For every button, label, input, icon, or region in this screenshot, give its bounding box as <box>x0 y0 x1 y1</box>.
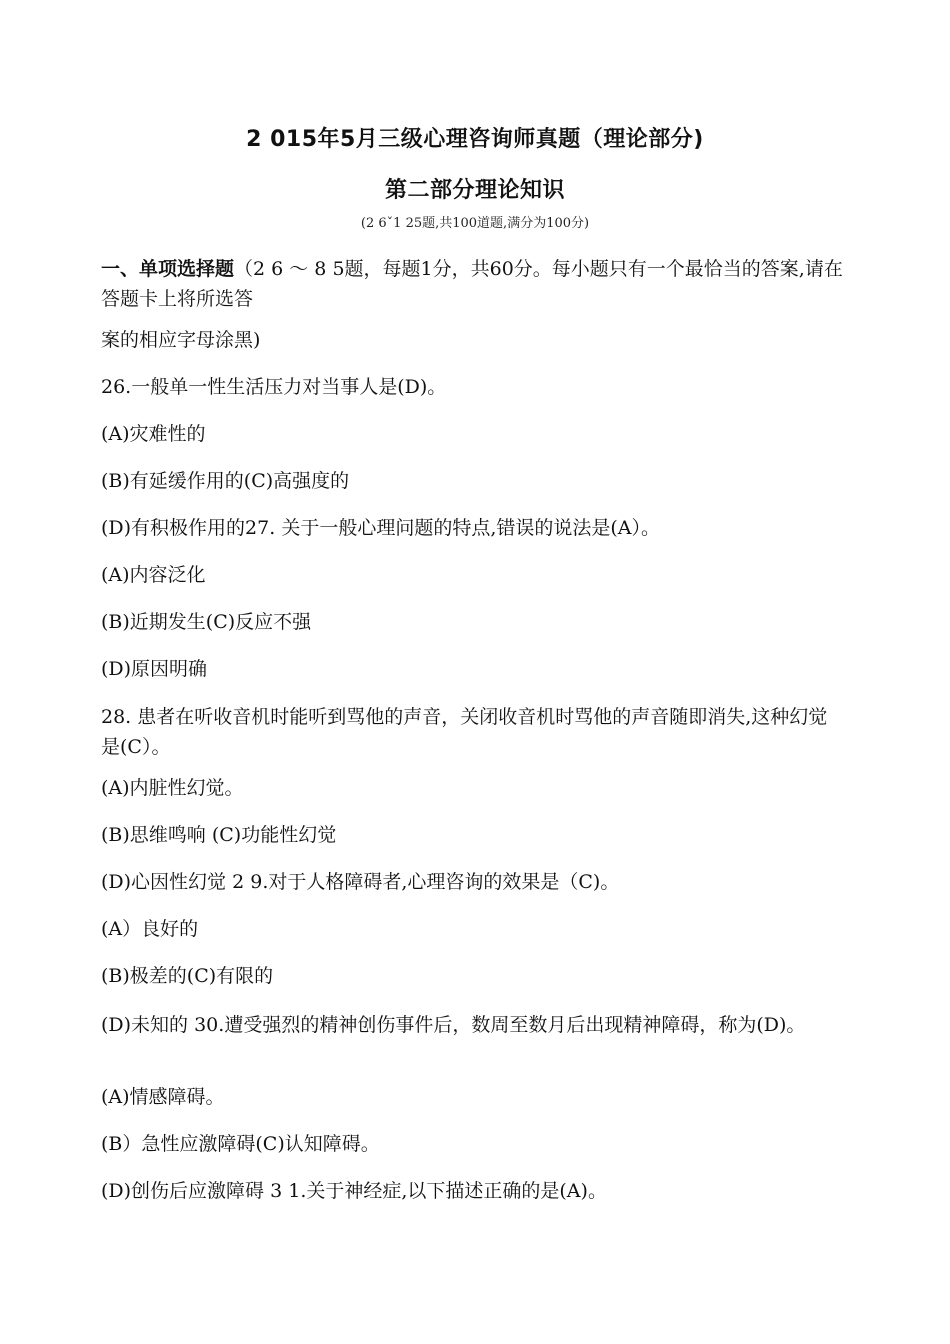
section-heading: 一、单项选择题 <box>101 258 235 280</box>
section-instructions-text: （2 6 ～ 8 5题，每题1分，共60分。每小题只有一个最恰当的答案,请在答题卡上将所选答 <box>101 258 843 310</box>
option-line: (A)内脏性幻觉。 <box>101 777 244 799</box>
option-line: (B）急性应激障碍(C)认知障碍。 <box>101 1133 380 1155</box>
option-line: (B)近期发生(C)反应不强 <box>101 611 312 633</box>
document-title: 2 015年5月三级心理咨询师真题（理论部分) <box>246 127 704 152</box>
option-line: (A)情感障碍。 <box>101 1086 225 1108</box>
option-line: (A）良好的 <box>101 918 199 940</box>
question-29: (D)心因性幻觉 2 9.对于人格障碍者,心理咨询的效果是（C)。 <box>101 871 620 893</box>
option-line: (A)内容泛化 <box>101 564 206 586</box>
option-line: (D)原因明确 <box>101 658 208 680</box>
option-line: (B)极差的(C)有限的 <box>101 965 274 987</box>
question-31: (D)创伤后应激障碍 3 1.关于神经症,以下描述正确的是(A)。 <box>101 1180 607 1202</box>
question-30: (D)未知的 30.遭受强烈的精神创伤事件后，数周至数月后出现精神障碍，称为(D)。 <box>101 1014 806 1036</box>
option-line: (A)灾难性的 <box>101 423 206 445</box>
part-note: (2 6ˇ1 25题,共100道题,满分为100分) <box>360 216 590 231</box>
question-26: 26.一般单一性生活压力对当事人是(D)。 <box>101 376 447 398</box>
option-line: (B)有延缓作用的(C)高强度的 <box>101 470 350 492</box>
question-28: 28. 患者在听收音机时能听到骂他的声音，关闭收音机时骂他的声音随即消失,这种幻觉是(C）。 <box>101 706 828 758</box>
option-line: (B)思维鸣响 (C)功能性幻觉 <box>101 824 337 846</box>
part-title: 第二部分理论知识 <box>384 178 565 203</box>
question-27: (D)有积极作用的27. 关于一般心理问题的特点,错误的说法是(A）。 <box>101 517 660 539</box>
section-instructions-continued: 案的相应字母涂黑) <box>101 329 261 351</box>
section-instructions <box>101 254 846 314</box>
